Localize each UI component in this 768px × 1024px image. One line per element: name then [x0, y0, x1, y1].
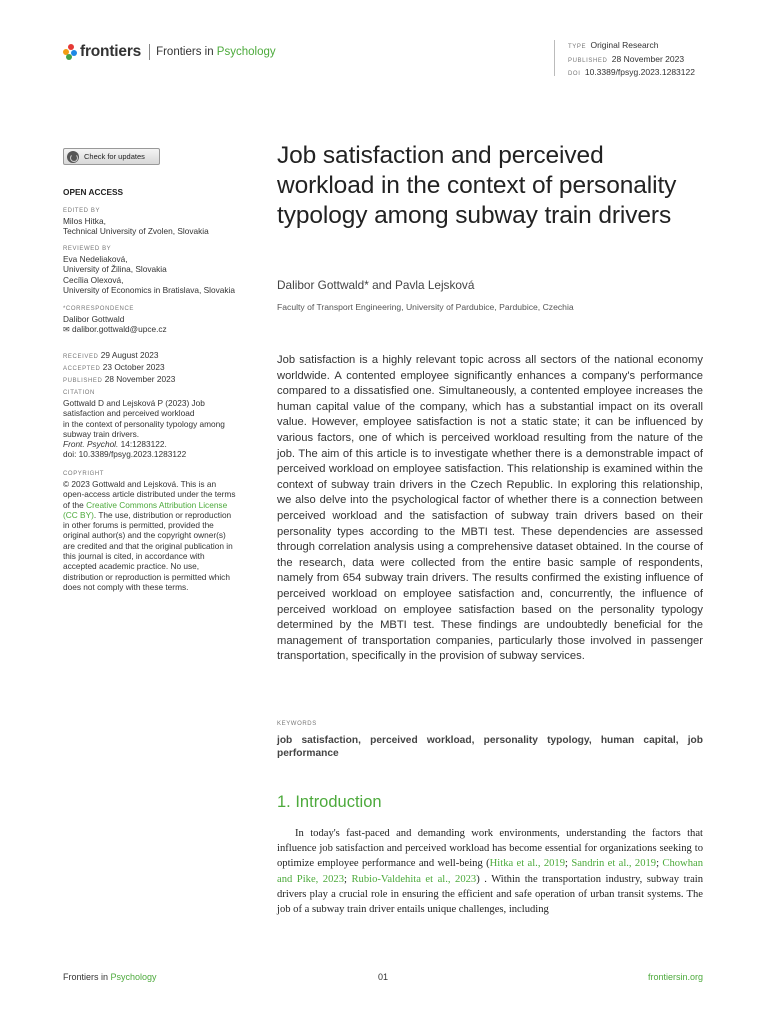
copyright-block: COPYRIGHT © 2023 Gottwald and Lejsková. This is an open-access article distributed under the terms of the Creative Commons Attribution License (CC BY). The use, distribution or reproduction in other forums is permitted, provided the original author(s) and the copyright owner(s) are credited and that the original publication in this journal is cited, in accordance with accepted academic practice. No use, distribution or reproduction is permitted which does not comply with these terms. — [63, 470, 263, 592]
article-meta — [554, 40, 695, 76]
section-heading: 1. Introduction — [277, 793, 382, 811]
citation-doi[interactable]: doi: 10.3389/fpsyg.2023.1283122 — [63, 449, 187, 460]
meta-published: PUBLISHED 28 November 2023 — [568, 53, 685, 64]
license-link[interactable]: Creative Commons Attribution License — [86, 499, 228, 510]
journal-name: Psychology — [216, 46, 276, 58]
citation-key: CITATION — [63, 390, 95, 396]
editor-name: Milos Hitka, — [63, 216, 106, 226]
citation-link[interactable]: Rubio-Valdehita et al., 2023 — [351, 873, 477, 885]
reviewed-by-key: REVIEWED BY — [63, 246, 112, 252]
citation-link[interactable]: Chowhan and Pike, 2023 — [277, 858, 703, 885]
open-access-label: OPEN ACCESS — [63, 187, 124, 197]
reviewed-by-block — [63, 245, 263, 295]
check-for-updates-label: Check for updates — [84, 152, 145, 161]
citation-block: CITATION Gottwald D and Lejsková P (2023) Job satisfaction and perceived workload in the context of personality typology among subway train drivers. Front. Psychol. 14:1283122. doi: 10.3389/fpsyg.2023.1283122 — [63, 389, 263, 460]
correspondence-email[interactable]: dalibor.gottwald@upce.cz — [72, 324, 167, 335]
frontiers-logo-icon — [63, 44, 77, 60]
brand-name: frontiers — [80, 43, 142, 60]
edited-by-key: EDITED BY — [63, 208, 101, 214]
dates-block — [63, 350, 263, 386]
correspondence-block — [63, 305, 263, 336]
logo-divider — [149, 44, 150, 60]
keywords-key: KEYWORDS — [277, 721, 317, 727]
refresh-icon — [67, 151, 79, 163]
author-affiliation: Faculty of Transport Engineering, University of Pardubice, Pardubice, Czechia — [277, 302, 574, 312]
abstract: Job satisfaction is a highly relevant topic across all sectors of the national economy worldwide. A contented employee significantly enhances a company's performance compared to a dissatisfied one. Simultaneously, a contented employee increases the human capital value of the company, which has a substantial impact on its overall value. However, employee satisfaction is not a static state; it can be influenced by various factors, one of which is perceived workload resulting from the nature of the job. The aim of this article is to investigate whether there is a demonstrable impact of perceived workload on employee satisfaction. This relationship is examined within the context of subway train drivers in the Czech Republic. In exploring this relationship, we also delve into the psychological factor of whether there is a connection between perceived workload and the satisfaction of subway train drivers based on their personality types according to the MBTI test. These dependencies are assessed through correlation analysis using a comprehensive dataset obtained. In the course of the research, data were collected from the entire basic sample of respondents, namely from 654 subway train drivers. The results confirmed the existing influence of perceived workload on employee satisfaction and, concurrently, the influence of perceived workload on employee satisfaction based on the personality typology determined by the MBTI test. These findings are undoubtedly beneficial for the management of transportation companies, particularly those involved in passenger transportation, specifically in the provision of subway services. — [277, 354, 703, 663]
envelope-icon: ✉ — [63, 325, 70, 335]
cc-by-link[interactable]: (CC BY) — [63, 509, 94, 520]
citation-link[interactable]: Hitka et al., 2019 — [489, 858, 566, 870]
citation-link[interactable]: Sandrin et al., 2019 — [571, 858, 657, 870]
edited-by-block — [63, 207, 263, 237]
article-authors: Dalibor Gottwald* and Pavla Lejsková — [277, 278, 475, 292]
frontiers-logo[interactable] — [63, 43, 276, 61]
keywords: job satisfaction, perceived workload, personality typology, human capital, job performance — [277, 735, 703, 759]
page-number: 01 — [378, 972, 389, 982]
reviewer-affiliation: University of Economics in Bratislava, Slovakia — [63, 284, 235, 295]
journal-prefix: Frontiers in — [156, 46, 217, 58]
received-date: RECEIVED 29 August 2023 — [63, 350, 159, 360]
footer-site-link[interactable]: frontiersin.org — [647, 972, 703, 982]
meta-doi: DOI 10.3389/fpsyg.2023.1283122 — [568, 67, 695, 77]
editor-affiliation: Technical University of Zvolen, Slovakia — [63, 226, 209, 237]
accepted-date: ACCEPTED 23 October 2023 — [63, 362, 165, 372]
correspondence-name: Dalibor Gottwald — [63, 314, 125, 324]
correspondence-key: *CORRESPONDENCE — [63, 306, 135, 312]
article-title: Job satisfaction and perceived workload in the context of personality typology among subway train drivers — [277, 142, 677, 229]
citation-journal-line: Front. Psychol. 14:1283122. — [63, 439, 167, 450]
reviewer-name: Cecília Olexová, — [63, 274, 124, 285]
introduction-paragraph: In today's fast-paced and demanding work environments, understanding the factors that influence job satisfaction and perceived workload has become essential for organizations seeking to optimize employee performance and well-being (Hitka et al., 2019; Sandrin et al., 2019; Chowhan and Pike, 2023; Rubio-Valdehita et al., 2023) . Within the transportation industry, subway train drivers play a crucial role in ensuring the efficient and safe operation of urban transit systems. The job of a subway train driver entails unique challenges, including — [277, 828, 704, 916]
reviewer-name: Eva Nedeliaková, — [63, 254, 128, 264]
meta-type: TYPE Original Research — [568, 40, 659, 50]
copyright-key: COPYRIGHT — [63, 471, 105, 477]
published-date: PUBLISHED 28 November 2023 — [63, 374, 176, 384]
footer-journal: Frontiers in Psychology — [63, 972, 157, 982]
check-for-updates-button[interactable] — [63, 148, 160, 165]
journal-title — [156, 46, 276, 58]
reviewer-affiliation: University of Žilina, Slovakia — [63, 264, 167, 275]
correspondence-email-line[interactable] — [63, 324, 263, 335]
